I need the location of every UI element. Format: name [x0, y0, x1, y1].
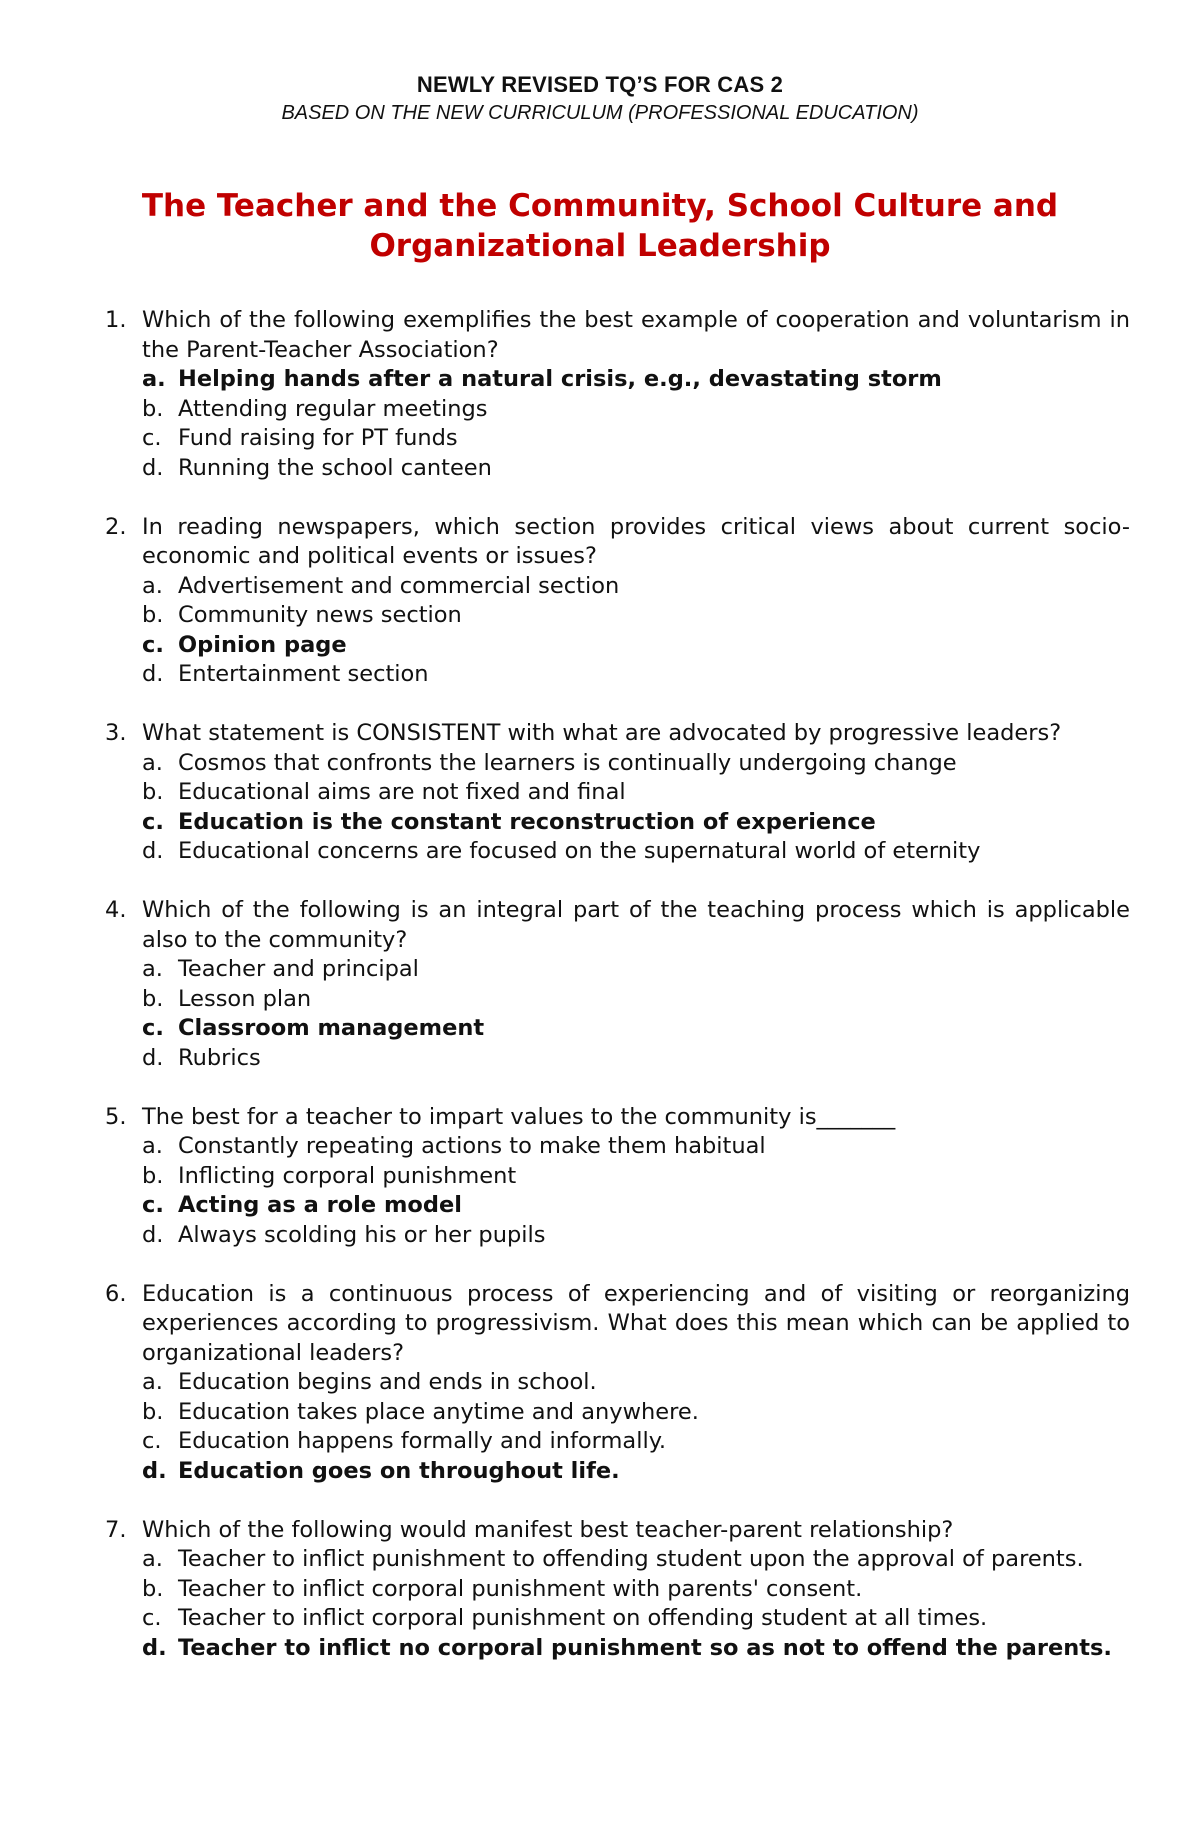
option-text: Rubrics: [178, 1044, 261, 1071]
question-number: 5.: [105, 1103, 127, 1130]
option-letter: b.: [142, 779, 164, 805]
option-text: Attending regular meetings: [178, 395, 488, 422]
option-letter: c.: [142, 808, 164, 835]
answer-option-correct: [142, 1191, 1130, 1221]
option-text: Education takes place anytime and anywhere.: [178, 1398, 699, 1425]
option-letter: d.: [142, 1634, 167, 1661]
answer-option-correct: [142, 808, 1130, 838]
option-text: Education begins and ends in school.: [178, 1369, 597, 1395]
answer-option: [142, 1221, 1130, 1251]
question-stem: [105, 896, 1130, 955]
option-text: Acting as a role model: [178, 1192, 462, 1218]
answer-option: [142, 985, 1130, 1015]
option-text: Education goes on throughout life.: [178, 1457, 620, 1484]
option-text: Fund raising for PT funds: [178, 425, 458, 451]
question-stem: [105, 719, 1130, 749]
answer-option: [142, 1044, 1130, 1074]
question-stem: [105, 1280, 1130, 1369]
option-text: Cosmos that confronts the learners is continually undergoing change: [178, 749, 957, 776]
question-stem: [105, 1516, 1130, 1546]
option-letter: b.: [142, 602, 164, 628]
answer-option: [142, 749, 1130, 779]
option-letter: b.: [142, 985, 164, 1012]
option-letter: c.: [142, 425, 162, 451]
option-text: Classroom management: [178, 1015, 485, 1041]
answer-option: [142, 778, 1130, 808]
option-letter: c.: [142, 1428, 162, 1454]
answer-option-correct: [142, 631, 1130, 661]
option-letter: c.: [142, 1605, 162, 1631]
option-text: Teacher to inflict corporal punishment on offending student at all times.: [178, 1605, 988, 1631]
option-text: Teacher to inflict no corporal punishment so as not to offend the parents.: [178, 1634, 1112, 1661]
option-letter: d.: [142, 1457, 167, 1484]
section-title: [100, 186, 1100, 266]
question-item: [105, 1516, 1130, 1664]
option-text: Community news section: [178, 602, 462, 628]
option-letter: a.: [142, 956, 163, 982]
question-text: The best for a teacher to impart values to the community is_______: [142, 1103, 896, 1130]
question-item: [105, 1280, 1130, 1487]
answer-option: [142, 1368, 1130, 1398]
question-number: 6.: [105, 1280, 127, 1307]
question-text: Which of the following would manifest best teacher-parent relationship?: [142, 1516, 954, 1543]
answer-option: [142, 601, 1130, 631]
option-letter: c.: [142, 1192, 164, 1218]
question-stem: [105, 513, 1130, 572]
option-letter: c.: [142, 631, 164, 658]
answer-option: [142, 424, 1130, 454]
question-stem: [105, 1103, 1130, 1133]
question-item: [105, 1103, 1130, 1251]
question-text: Which of the following exemplifies the best example of cooperation and voluntarism in the Parent-Teacher Association?: [142, 307, 1130, 363]
answer-option: [142, 1575, 1130, 1605]
section-title-line-2: Organizational Leadership: [369, 228, 831, 264]
option-letter: a.: [142, 572, 163, 599]
option-letter: a.: [142, 1546, 163, 1572]
option-text: Constantly repeating actions to make them habitual: [178, 1133, 766, 1159]
answer-option: [142, 454, 1130, 484]
answer-option: [142, 955, 1130, 985]
header-subtitle: BASED ON THE NEW CURRICULUM (PROFESSIONAL EDUCATION): [281, 102, 919, 124]
option-text: Education is the constant reconstruction of experience: [178, 808, 876, 835]
option-text: Educational aims are not fixed and final: [178, 779, 626, 805]
question-number: 1.: [105, 307, 127, 333]
option-letter: b.: [142, 395, 164, 422]
answer-option-correct: [142, 1014, 1130, 1044]
answer-option: [142, 1545, 1130, 1575]
question-number: 4.: [105, 897, 127, 923]
option-letter: d.: [142, 454, 164, 481]
option-letter: a.: [142, 749, 163, 776]
answer-option: [142, 1604, 1130, 1634]
question-text: What statement is CONSISTENT with what are advocated by progressive leaders?: [142, 720, 1062, 746]
answer-option: [142, 1132, 1130, 1162]
option-text: Teacher and principal: [178, 956, 419, 982]
question-text: Which of the following is an integral part of the teaching process which is applicable also to the community?: [142, 897, 1130, 953]
option-letter: b.: [142, 1575, 164, 1602]
question-item: [105, 513, 1130, 690]
option-text: Inflicting corporal punishment: [178, 1162, 517, 1189]
option-text: Teacher to inflict punishment to offending student upon the approval of parents.: [178, 1546, 1084, 1572]
question-item: [105, 719, 1130, 867]
option-letter: d.: [142, 1221, 164, 1248]
question-item: [105, 896, 1130, 1073]
answer-option: [142, 395, 1130, 425]
answer-option: [142, 837, 1130, 867]
option-text: Education happens formally and informally.: [178, 1428, 666, 1454]
option-letter: d.: [142, 838, 164, 864]
option-text: Lesson plan: [178, 985, 312, 1012]
question-number: 2.: [105, 513, 127, 540]
option-letter: a.: [142, 1369, 163, 1395]
section-title-line-1: The Teacher and the Community, School Culture and: [141, 188, 1059, 224]
option-text: Advertisement and commercial section: [178, 572, 620, 599]
question-number: 7.: [105, 1516, 127, 1543]
option-text: Entertainment section: [178, 661, 429, 687]
answer-option: [142, 1398, 1130, 1428]
question-stem: [105, 306, 1130, 365]
answer-option-correct: [142, 365, 1130, 395]
answer-option-correct: [142, 1457, 1130, 1487]
option-letter: c.: [142, 1015, 164, 1041]
question-list: [105, 306, 1130, 1693]
answer-option-correct: [142, 1634, 1130, 1664]
answer-option: [142, 660, 1130, 690]
option-text: Always scolding his or her pupils: [178, 1221, 546, 1248]
option-text: Running the school canteen: [178, 454, 492, 481]
answer-option: [142, 1427, 1130, 1457]
option-letter: b.: [142, 1162, 164, 1189]
question-item: [105, 306, 1130, 483]
question-text: Education is a continuous process of experiencing and of visiting or reorganizing experiences according to progressivism. What does this mean which can be applied to organizational leaders?: [142, 1280, 1130, 1366]
answer-option: [142, 572, 1130, 602]
answer-option: [142, 1162, 1130, 1192]
option-letter: a.: [142, 366, 166, 392]
option-letter: d.: [142, 661, 164, 687]
option-text: Teacher to inflict corporal punishment with parents' consent.: [178, 1575, 863, 1602]
option-text: Educational concerns are focused on the supernatural world of eternity: [178, 838, 981, 864]
question-text: In reading newspapers, which section provides critical views about current socio-economic and political events or issues?: [142, 513, 1130, 569]
option-text: Helping hands after a natural crisis, e.g., devastating storm: [178, 366, 942, 392]
option-text: Opinion page: [178, 631, 347, 658]
option-letter: b.: [142, 1398, 164, 1425]
option-letter: d.: [142, 1044, 164, 1071]
question-number: 3.: [105, 720, 127, 746]
header-title: NEWLY REVISED TQ’S FOR CAS 2: [416, 72, 784, 97]
option-letter: a.: [142, 1133, 163, 1159]
